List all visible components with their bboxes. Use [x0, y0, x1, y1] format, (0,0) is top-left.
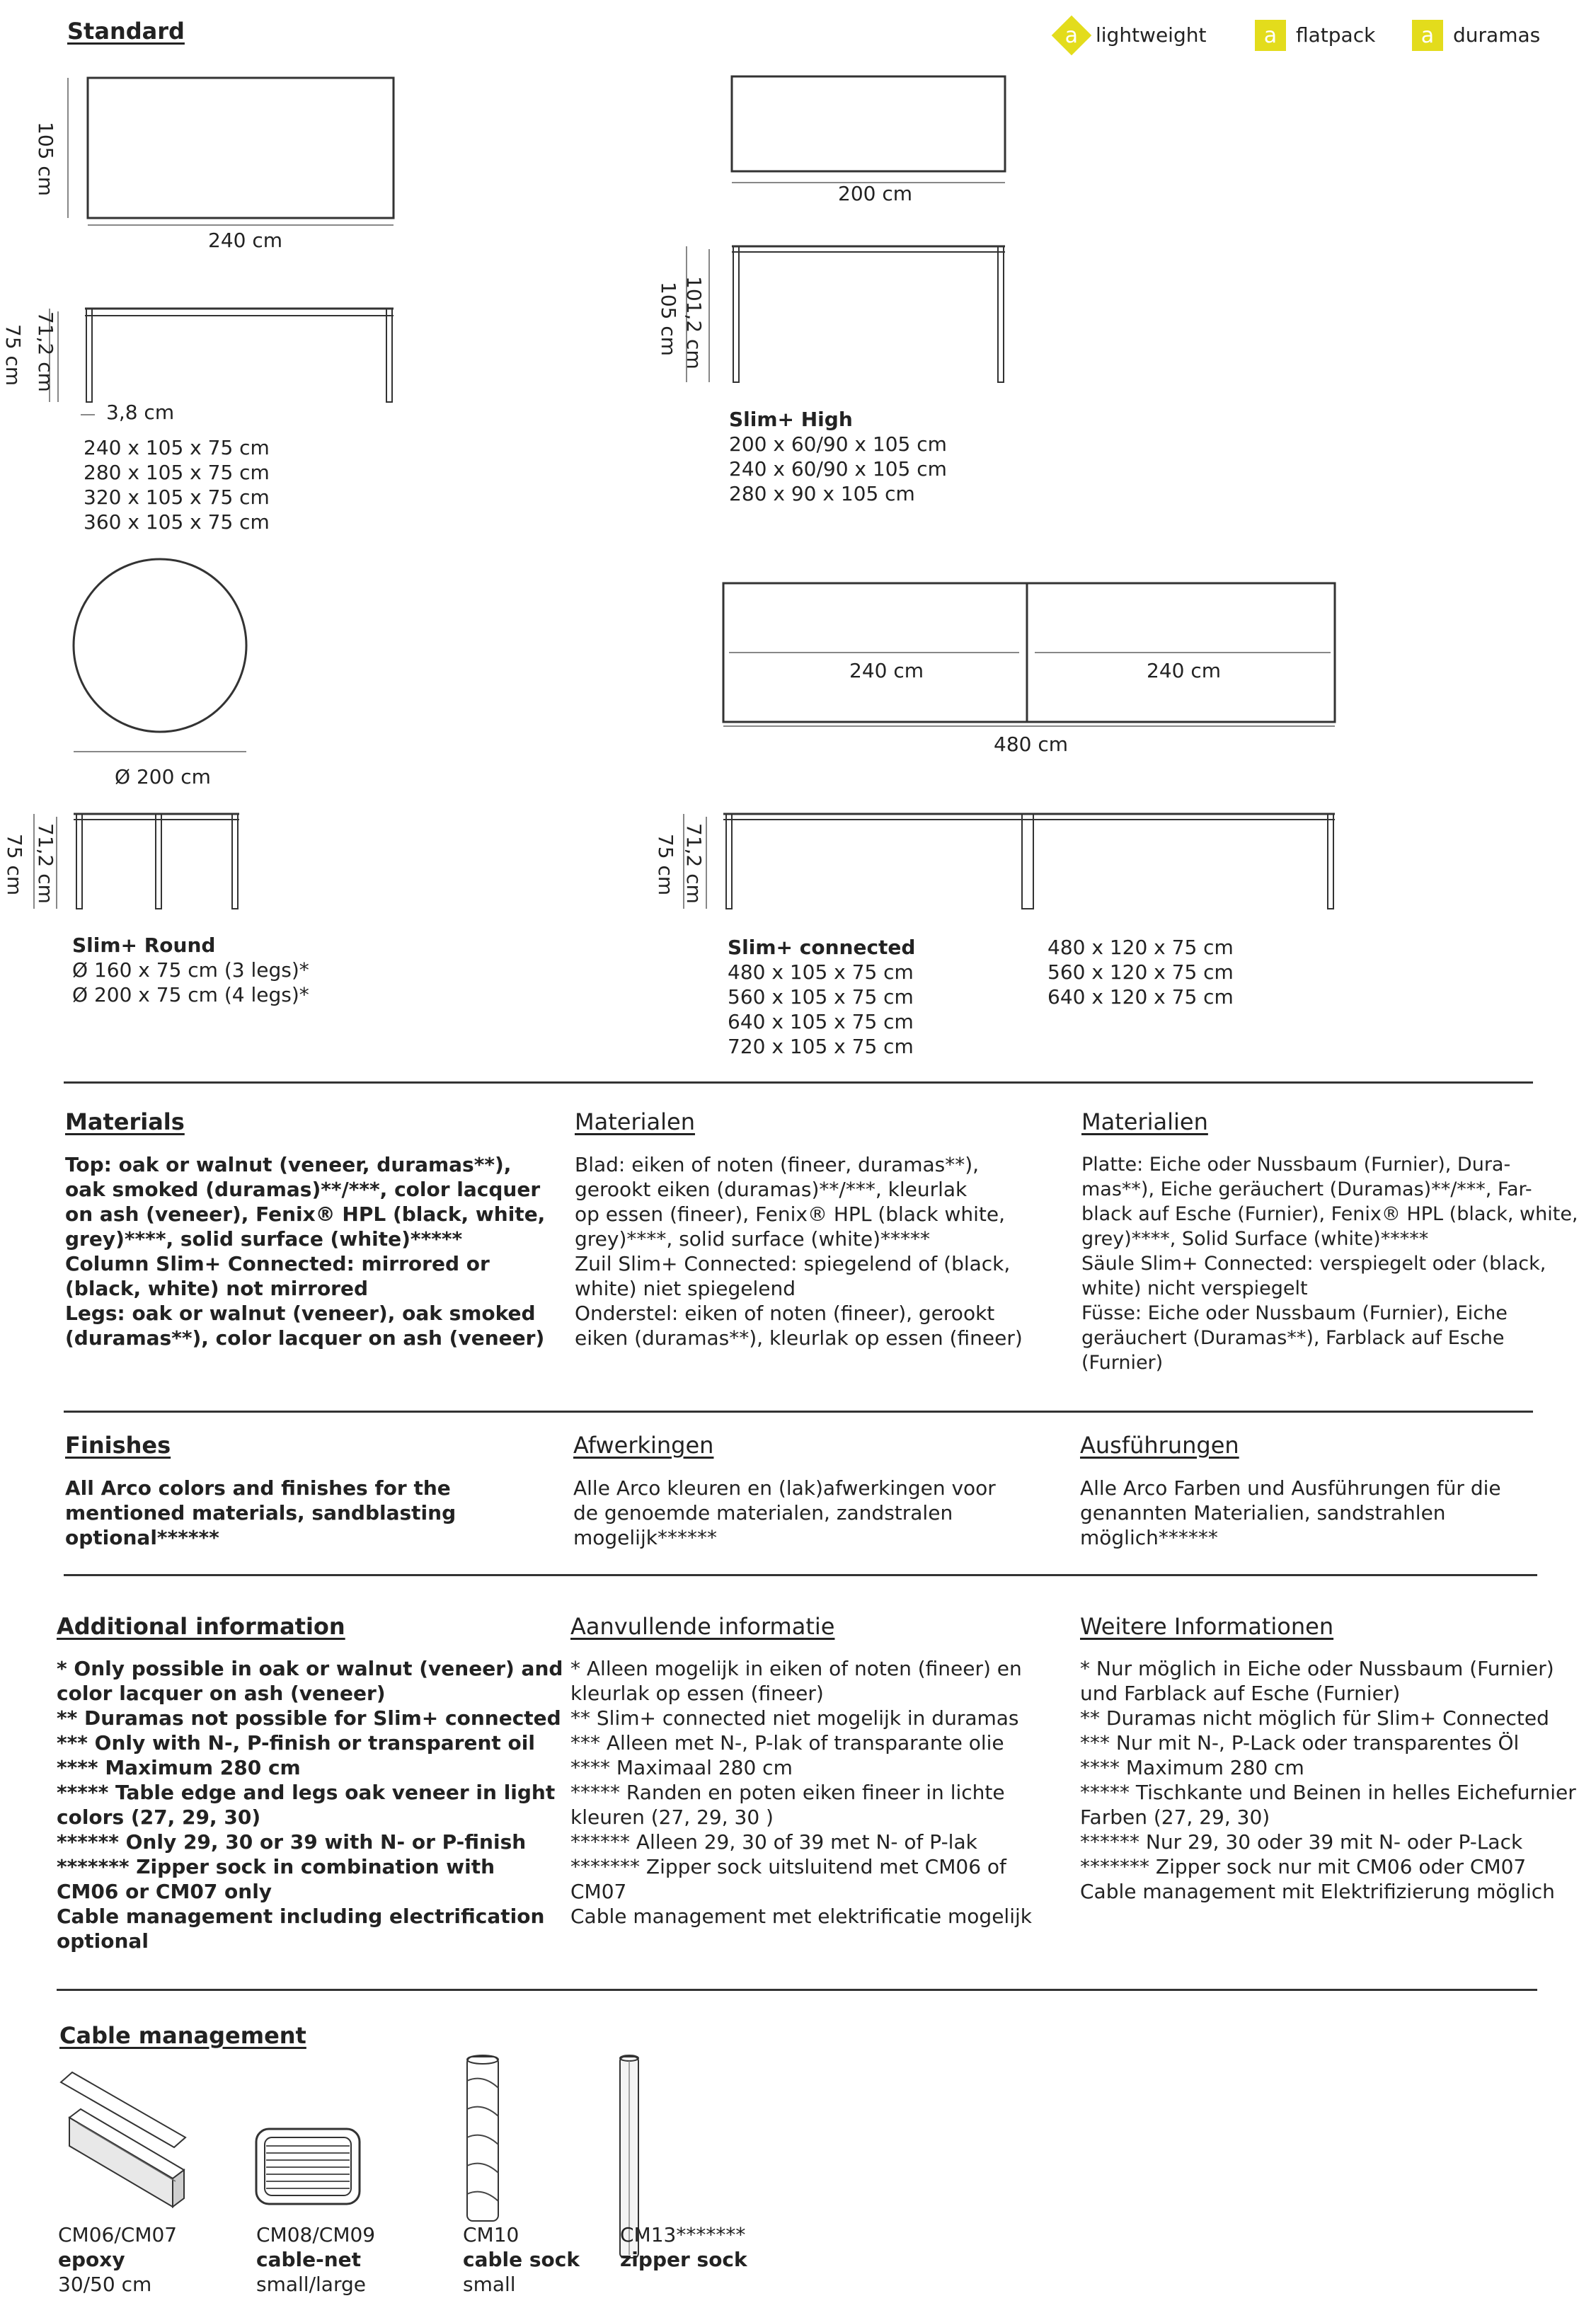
size-item: 640 x 105 x 75 cm	[728, 1010, 914, 1033]
size-item: Ø 200 x 75 cm (4 legs)*	[72, 983, 309, 1006]
finishes-text-nl: Alle Arco kleuren en (lak)afwerkingen voor de genoemde materialen, zandstralen mogelijk******	[573, 1476, 996, 1549]
additional-title-nl: Aanvullende informatie	[570, 1613, 835, 1640]
connected-leg-inner-label: 71,2 cm	[682, 823, 706, 904]
cable-management-title: Cable management	[59, 2022, 306, 2049]
square-a-icon: a	[1412, 20, 1443, 51]
size-item: 480 x 120 x 75 cm	[1047, 936, 1234, 959]
cable-item-epoxy	[58, 2222, 177, 2297]
size-item: 320 x 105 x 75 cm	[84, 486, 270, 509]
standard-edge-label: 3,8 cm	[106, 401, 175, 424]
cable-item-code: CM13*******	[620, 2223, 746, 2246]
size-item: 720 x 105 x 75 cm	[728, 1035, 914, 1058]
cable-item-name: cable sock	[463, 2248, 580, 2271]
diamond-a-icon: a	[1052, 16, 1092, 56]
high-inner-height-label: 101,2 cm	[682, 276, 706, 369]
connected-right-label: 240 cm	[1147, 659, 1222, 682]
size-item: 560 x 105 x 75 cm	[728, 985, 914, 1009]
cable-sock-icon	[461, 2052, 504, 2237]
size-item: 240 x 60/90 x 105 cm	[729, 457, 947, 481]
materials-title-nl: Materialen	[575, 1108, 695, 1135]
connected-leg-outer-label: 75 cm	[654, 834, 677, 896]
high-outer-height-label: 105 cm	[657, 282, 680, 357]
additional-title-en: Additional information	[57, 1613, 345, 1640]
size-item: 640 x 120 x 75 cm	[1047, 985, 1234, 1009]
cable-item-name: cable-net	[256, 2248, 362, 2271]
cable-item-code: CM10	[463, 2223, 519, 2246]
round-leg-inner-label: 71,2 cm	[34, 823, 57, 904]
connected-table-drawing	[0, 0, 1596, 991]
cable-item-name: epoxy	[58, 2248, 125, 2271]
materials-text-en: Top: oak or walnut (veneer, duramas**), oak smoked (duramas)**/***, color lacquer on ash (veneer), Fenix® HPL (black, white, grey)****, solid surface (white)***** Column Slim+ Connected: mirrored or (black, white) not mirrored Legs: oak or walnut (veneer), oak smoked (duramas**), color lacquer on ash (veneer)	[65, 1153, 546, 1350]
size-item: Ø 160 x 75 cm (3 legs)*	[72, 958, 309, 982]
standard-length-label: 240 cm	[208, 229, 283, 252]
standard-depth-label: 105 cm	[34, 122, 57, 197]
additional-title-de: Weitere Informationen	[1080, 1613, 1334, 1640]
connected-total-label: 480 cm	[994, 733, 1069, 756]
cable-item-size: 30/50 cm	[58, 2273, 152, 2296]
badge-label: duramas	[1453, 23, 1541, 47]
finishes-text-de: Alle Arco Farben und Ausführungen für die genannten Materialien, sandstrahlen möglich******	[1080, 1476, 1501, 1549]
finishes-text-en: All Arco colors and finishes for the mentioned materials, sandblasting optional******	[65, 1476, 457, 1549]
cable-item-size: small	[463, 2273, 516, 2296]
size-item: 480 x 105 x 75 cm	[728, 960, 914, 984]
cable-item-code: CM06/CM07	[58, 2223, 178, 2246]
additional-text-de: * Nur möglich in Eiche oder Nussbaum (Furnier) und Farblack auf Esche (Furnier) ** Duramas nicht möglich für Slim+ Connected *** Nur mit N-, P-Lack oder transparentes Öl **** Maximum 280 cm ***** Tischkante und Beinen in helles Eichefurnier Farben (27, 29, 30) ****** Nur 29, 30 oder 39 mit N- oder P-Lack ******* Zipper sock nur mit CM06 oder CM07 Cable management mit Elektrifizierung möglich	[1080, 1657, 1576, 1903]
divider	[64, 1081, 1533, 1084]
materials-text-de: Platte: Eiche oder Nussbaum (Furnier), Dura- mas**), Eiche geräuchert (Duramas)**/***, Far- black auf Esche (Furnier), Fenix® HPL (black, white, grey)****, Solid Surface (white)***** Säule Slim+ Connected: verspiegelt oder (black, white) nicht verspiegelt Füsse: Eiche oder Nussbaum (Furnier), Eiche geräuchert (Duramas**), Farblack auf Esche (Furnier)	[1081, 1154, 1578, 1374]
badge-label: lightweight	[1096, 23, 1207, 47]
cable-item-cable-net	[256, 2222, 375, 2297]
materials-text-nl: Blad: eiken of noten (fineer, duramas**), gerookt eiken (duramas)**/***, kleurlak op essen (fineer), Fenix® HPL (black white, grey)****, solid surface (white)***** Zuil Slim+ Connected: spiegelend of (black, white) niet spiegelend Onderstel: eiken of noten (fineer), gerookt eiken (duramas**), kleurlak op essen (fineer)	[575, 1153, 1023, 1350]
square-a-icon: a	[1255, 20, 1286, 51]
standard-title: Standard	[67, 18, 185, 45]
connected-title: Slim+ connected	[728, 936, 916, 959]
size-item: 560 x 120 x 75 cm	[1047, 960, 1234, 984]
size-item: 240 x 105 x 75 cm	[84, 436, 270, 459]
materials-title-en: Materials	[65, 1108, 185, 1135]
additional-text-en: * Only possible in oak or walnut (veneer) and color lacquer on ash (veneer) ** Duramas not possible for Slim+ connected *** Only with N-, P-finish or transparent oil **** Maximum 280 cm ***** Table edge and legs oak veneer in light colors (27, 29, 30) ****** Only 29, 30 or 39 with N- or P-finish ******* Zipper sock in combination with CM06 or CM07 only Cable management including electrification optional	[57, 1657, 563, 1953]
standard-leg-inner-label: 71,2 cm	[34, 311, 57, 392]
connected-left-label: 240 cm	[849, 659, 924, 682]
finishes-title-de: Ausführungen	[1080, 1432, 1239, 1459]
cable-item-zipper-sock	[620, 2222, 747, 2272]
round-diameter-label: Ø 200 cm	[115, 765, 211, 788]
finishes-title-nl: Afwerkingen	[573, 1432, 714, 1459]
divider	[64, 1411, 1533, 1413]
additional-text-nl: * Alleen mogelijk in eiken of noten (fineer) en kleurlak op essen (fineer) ** Slim+ connected niet mogelijk in duramas *** Alleen met N-, P-lak of transparante olie **** Maximaal 280 cm ***** Randen en poten eiken fineer in lichte kleuren (27, 29, 30 ) ****** Alleen 29, 30 of 39 met N- of P-lak ******* Zipper sock uitsluitend met CM06 of CM07 Cable management met elektrificatie mogelijk	[570, 1657, 1032, 1928]
size-item: 280 x 90 x 105 cm	[729, 482, 915, 505]
cable-item-cable-sock	[463, 2222, 580, 2297]
divider	[57, 1989, 1537, 1991]
high-length-label: 200 cm	[838, 182, 913, 205]
cable-item-size: small/large	[256, 2273, 366, 2296]
finishes-title-en: Finishes	[65, 1432, 171, 1459]
round-leg-outer-label: 75 cm	[3, 834, 26, 896]
divider	[64, 1574, 1537, 1576]
badge-label: flatpack	[1296, 23, 1376, 47]
high-title: Slim+ High	[729, 408, 853, 431]
connected-size-list-120	[1047, 935, 1234, 1009]
size-item: 360 x 105 x 75 cm	[84, 510, 270, 534]
materials-title-de: Materialien	[1081, 1108, 1208, 1135]
size-item: 280 x 105 x 75 cm	[84, 461, 270, 484]
cable-item-code: CM08/CM09	[256, 2223, 376, 2246]
cable-net-icon	[255, 2128, 368, 2212]
size-item: 200 x 60/90 x 105 cm	[729, 432, 947, 456]
connected-size-list-105	[728, 960, 914, 1059]
round-title: Slim+ Round	[72, 934, 216, 957]
standard-leg-outer-label: 75 cm	[1, 324, 25, 386]
cable-item-name: zipper sock	[620, 2248, 747, 2271]
epoxy-tray-icon	[57, 2067, 198, 2208]
